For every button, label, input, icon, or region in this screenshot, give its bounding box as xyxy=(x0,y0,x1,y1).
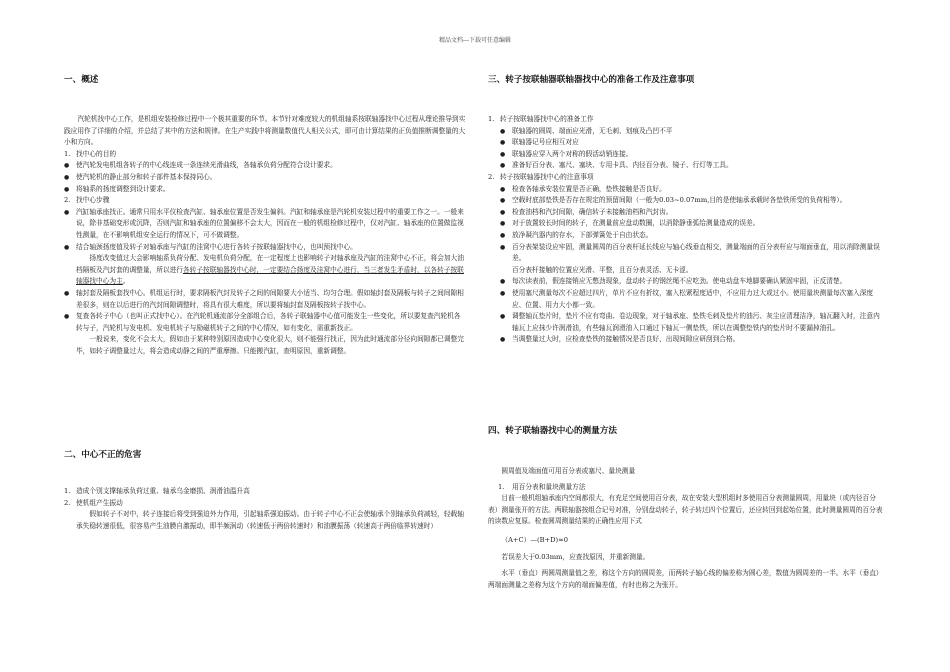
bullet-icon: ● xyxy=(500,313,506,321)
list-item-text: 用百分表和量块测量方法 xyxy=(512,482,586,491)
bullet-icon: ● xyxy=(500,289,506,297)
header-note: 精品文档---下载可任意编辑 xyxy=(438,37,512,44)
bullet-item xyxy=(488,288,883,311)
bullet-icon: ● xyxy=(500,127,506,135)
list-item-text: 使机组产生振动 xyxy=(76,498,123,507)
list-item-text: 找中心步骤 xyxy=(76,196,110,205)
section-1-title: 一、概述 xyxy=(64,75,99,85)
list-number: 1. xyxy=(64,149,71,158)
bullet-icon: ● xyxy=(500,162,506,170)
bullet-item xyxy=(488,230,883,242)
list-number: 2. xyxy=(64,196,71,205)
bullet-text: 联轴器应穿入两个对称的假活动销连接。 xyxy=(512,149,633,158)
bullet-text: 轴封套及隔板套找中心。机组运行时，要求隔板汽封及转子之间的间隙要大小适当、均匀合理。假如轴封套及隔板与转子之间间隙相差很多，则在以后进行的汽封间隙调整时，将具有很大难度，所以要将轴封套及隔板按转子找中心。 xyxy=(76,288,464,309)
section-4-body xyxy=(488,466,883,591)
bullet-icon: ● xyxy=(500,185,506,193)
bullet-text: 汽缸轴承座找正。通常只用水平仪检查汽缸、轴承座位置是否发生偏斜。汽缸和轴承座是汽轮机安装过程中的重要工作之一。一般来说，除非基础变形或沉降，否则汽缸和轴承座的位置偏移不会太大，因而在一般的机组检修过程中，仅对汽缸、轴承座的位置做监视性测量，在不影响机组安全运行的情况下，可不做调整。 xyxy=(76,207,464,239)
section-2-heading xyxy=(64,448,466,460)
section-2-title: 二、中心不正的危害 xyxy=(64,450,142,460)
bullet-item xyxy=(488,137,883,149)
formula: （A+C）—(B+D)≈0 xyxy=(501,535,568,544)
bullet-icon: ● xyxy=(500,197,506,205)
list-item xyxy=(488,482,883,494)
list-item xyxy=(64,486,466,498)
bullet-icon: ● xyxy=(500,208,506,216)
error-note: 若误差大于0.03mm，应查找原因，并重新测量。 xyxy=(501,552,650,561)
section-4-title: 四、转子联轴器找中心的测量方法 xyxy=(488,426,617,436)
bullet-icon: ● xyxy=(500,336,506,344)
bullet-item xyxy=(488,184,883,196)
bullet-text: 联轴器的圆周、端面应光滑，无毛刺、划痕及凸凹不平 xyxy=(512,126,673,135)
bullet-continuation: 一般说来，变化不会太大，假如由于某种特别原因造成中心变化很大，则不能强行找正，因为此时通流部分径向间隙都已调整完毕，如转子调整量过大，将会造成动静之间的严重摩擦。只能搬汽缸，查明原因，重新调整。 xyxy=(76,335,464,355)
bullet-text: 结合轴颈扬度值及转子对轴承座与汽缸的洼窝中心进行各转子按联轴器找中心，也叫预找中心。 xyxy=(76,242,357,251)
bullet-text: 将轴系的扬度调整到设计要求。 xyxy=(76,184,170,193)
bullet-item xyxy=(488,311,883,334)
list-item xyxy=(64,149,466,161)
bullet-icon: ● xyxy=(500,231,506,239)
list-item xyxy=(64,195,466,207)
bullet-item xyxy=(64,242,466,254)
bullet-text: 调整轴瓦垫片时，垫片不应有弯曲、卷边现象，对于轴承座、垫铁毛刺及垫片的油污、灰尘应清理洁净，轴瓦翻入时，注意内轴瓦上应抹少许润滑油，有些轴瓦润滑油入口通过下轴瓦一侧垫铁，所以在调整垫铁内的垫片时不要漏掉油孔。 xyxy=(512,312,880,332)
bullet-icon: ● xyxy=(64,243,70,251)
bullet-icon: ● xyxy=(64,173,70,181)
list-item xyxy=(488,172,883,184)
bullet-item xyxy=(488,126,883,138)
bullet-item xyxy=(64,184,466,196)
bullet-text: 使汽轮发电机组各转子的中心线连成一条连续光滑曲线，各轴承负荷分配符合设计要求。 xyxy=(76,161,337,170)
bullet-continuation: 百分表杆接触的位置应光滑、平整，且百分表灵活、无卡涩。 xyxy=(512,265,693,274)
difference-paragraph: 水平（垂直）两圆周测量值之差，称这个方向的圆周差，而两转子轴心线的偏差称为圆心差，数值为圆周差的一半。水平（垂直）两端面测量之差称为这个方向的端面偏差值，有时也称之为张开。 xyxy=(488,569,883,589)
measure-lead: 圆周值及端面值可用百分表或塞尺、量块测量 xyxy=(501,467,636,475)
list-item-text: 造成个别支撑轴承负荷过重、轴承乌金磨损、润滑油温升高 xyxy=(76,487,250,495)
section-1-heading xyxy=(64,73,466,85)
bullet-text: 放净凝汽器内的存水，下部弹簧处于自由状态。 xyxy=(512,230,653,239)
bullet-item xyxy=(488,218,883,230)
bullet-item xyxy=(64,288,466,311)
bullet-text: 当调整量过大时，应检查垫铁的接触情况是否良好，出现间隙应研刮到合格。 xyxy=(512,335,740,344)
bullet-icon: ● xyxy=(64,208,70,216)
list-item-text: 转子按联轴器找中心的注意事项 xyxy=(500,172,594,181)
bullet-item xyxy=(64,207,466,242)
bullet-item xyxy=(488,195,883,207)
bullet-icon: ● xyxy=(500,278,506,286)
list-number: 1. xyxy=(498,482,505,491)
bullet-item xyxy=(64,160,466,172)
list-number: 1. xyxy=(64,487,71,495)
list-item xyxy=(64,498,466,510)
bullet-icon: ● xyxy=(500,243,506,251)
list-item xyxy=(488,114,883,126)
underlined-text: 各转子按联轴器找中心时，一定要结合扬度及洼窝中心进行，当三者发生矛盾时，以各转子按联轴器找中心为主 xyxy=(76,265,464,286)
section-3-body xyxy=(488,114,883,346)
bullet-text: 百分表架装设应牢固，测量圆周的百分表杆延长线应与轴心线垂直相交，测量端面的百分表杆应与端面垂直，用以消除测量误差。 xyxy=(512,242,880,263)
bullet-text: 检查各轴承安装位置是否正确，垫铁接触是否良好。 xyxy=(512,184,666,193)
bullet-icon: ● xyxy=(64,185,70,193)
list-number: 1. xyxy=(488,115,495,123)
bullet-item xyxy=(488,207,883,219)
bullet-item xyxy=(488,149,883,161)
list-number: 2. xyxy=(488,172,495,181)
list-item-text: 转子按联轴器找中心的准备工作 xyxy=(500,115,594,123)
bullet-text: 复查各转子中心（也叫正式找中心）。在汽轮机通流部分全部组合后，各转子联轴器中心值可能发生一些变化，所以要复查汽轮机各转与子，汽轮机与发电机、发电机转子与励磁机转子之间的中心情况，如有变化，需重新找正。 xyxy=(76,312,461,332)
bullet-icon: ● xyxy=(500,220,506,228)
bullet-item xyxy=(488,334,883,346)
section-4-heading xyxy=(488,424,883,436)
bullet-item xyxy=(488,242,883,265)
bullet-text: 每次读表前，假连接销应无憋劲现象，盘动转子的钢丝绳不应吃劲。使电动盘车地脚要确认紧固牢固，正反清楚。 xyxy=(512,277,847,286)
bullet-icon: ● xyxy=(64,162,70,170)
bullet-icon: ● xyxy=(500,150,506,158)
bullet-item xyxy=(488,276,883,288)
bullet-continuation xyxy=(64,253,466,288)
bullet-icon: ● xyxy=(64,289,70,297)
bullet-item xyxy=(64,172,466,184)
bullet-text: 空载时底部垫铁是否存在规定的预留间隙（一般为0.03~0.07mm,目的是使轴承承载时各垫铁所受的负荷相等）。 xyxy=(512,196,847,205)
intro-paragraph: 汽轮机找中心工作，是机组安装检修过程中一个极其重要的环节。本节针对难度较大的机组轴系按联轴器找中心过程从理论推导到实践应用作了详细的介绍，并总结了其中的方法和规律。在生产实践中将测量数值代人相关公式，即可由计算结果的正负值推断调整量的大小和方向。 xyxy=(64,115,466,147)
bullet-text: 联轴器记号应相互对应 xyxy=(512,138,579,147)
bullet-text: 使汽轮机的静止部分和转子部件基本保持同心。 xyxy=(76,172,217,181)
bullet-text: 对于放置较长时间的转子，在测量前应盘动数圈，以消除静垂弧给测量造成的误差。 xyxy=(512,219,760,228)
list-item-text: 找中心的目的 xyxy=(76,149,117,158)
bullet-text: 准备好百分表、塞尺、塞块、专用卡具、内径百分表、镜子、行灯等工具。 xyxy=(512,161,733,170)
continuation-text: 扬度改变值过大会影响轴系负荷分配、发电机负荷分配，在一定程度上也影响转子对轴承座及汽缸的洼窝中心不正，将会加大油档隔板及汽封套的调整量，所以进行 xyxy=(76,254,464,274)
bullet-item xyxy=(64,311,466,334)
section-3-title: 三、转子按联轴器联轴器找中心的准备工作及注意事项 xyxy=(488,75,695,85)
continuation-end: 。 xyxy=(122,277,130,286)
bullet-text: 检查油档和汽封间隙，确信转子未接触油档和汽封齿。 xyxy=(512,207,673,216)
bullet-text: 使用塞尺测量每次不应超过四片，单片不应有折纹，塞入松紧程度适中，不应用力过大或过小。使用量块测量每次塞入深度应、位置、用力大小都一致。 xyxy=(512,288,874,309)
section-3-heading xyxy=(488,73,883,85)
bullet-item xyxy=(488,160,883,172)
bullet-icon: ● xyxy=(64,313,70,321)
section-1-body xyxy=(64,114,466,357)
vibration-paragraph: 假如转子不对中，转子连接后将受到强迫外力作用，引起轴系强迫振动。由于转子中心不正会使轴承个别轴承负荷减轻，轻载轴承失稳转速很低，很容易产生油膜自激振动，即半频涡动（转速低于两倍转速时）和油膜振荡（转速高于两倍临界转速时） xyxy=(76,510,464,530)
bullet-icon: ● xyxy=(500,139,506,147)
list-number: 2. xyxy=(64,498,71,507)
section-2-body xyxy=(64,486,466,532)
method-paragraph: 目前一般机组轴承座内空间都很大，有充足空间使用百分表，故在安装大型机组时多使用百分表测量圆周，用量块（或内径百分表）测量张开的方法。两联轴器按组合记号对准，分别盘动转子，转子转过四个位置后，还应转回到起始位置，此时测量圆周的百分表的读数应复原。检查圆周测量结果的正确性应用下式 xyxy=(488,494,883,526)
